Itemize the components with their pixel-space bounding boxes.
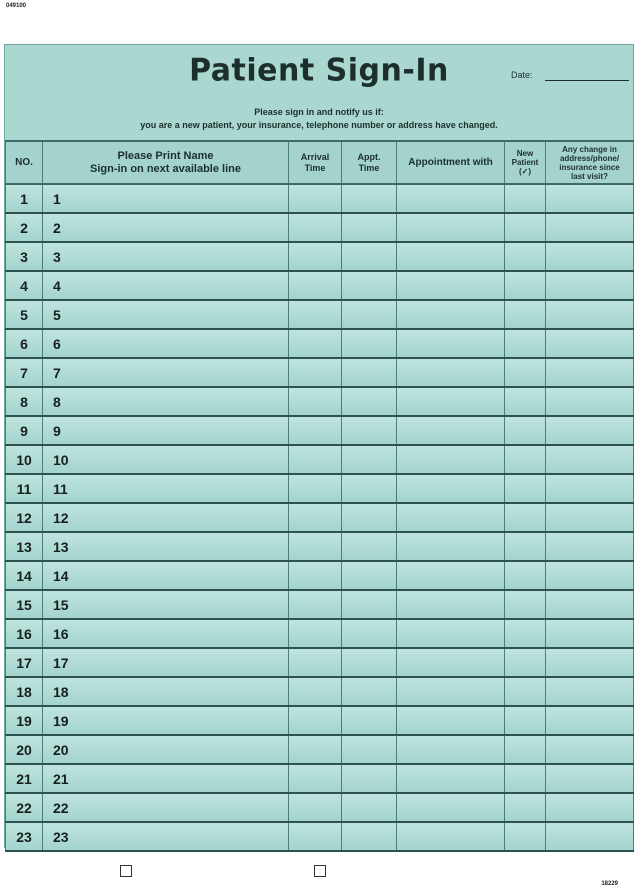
- column-header-arrival-time: [289, 141, 342, 184]
- arrival-time-cell[interactable]: [289, 445, 342, 474]
- appointment-with-cell[interactable]: [397, 416, 505, 445]
- appt-time-cell[interactable]: [342, 329, 397, 358]
- name-cell[interactable]: 2: [43, 213, 289, 242]
- appointment-with-cell[interactable]: [397, 387, 505, 416]
- new-patient-cell[interactable]: [505, 213, 546, 242]
- arrival-time-cell[interactable]: [289, 300, 342, 329]
- name-cell[interactable]: 1: [43, 184, 289, 213]
- new-patient-cell[interactable]: [505, 735, 546, 764]
- arrival-time-cell[interactable]: [289, 503, 342, 532]
- new-patient-cell[interactable]: [505, 590, 546, 619]
- new-patient-cell[interactable]: [505, 387, 546, 416]
- new-patient-cell[interactable]: [505, 329, 546, 358]
- form-code: 049100: [6, 3, 27, 9]
- sign-in-sheet: [4, 44, 634, 848]
- table-row: [6, 619, 634, 648]
- change-cell[interactable]: [546, 735, 634, 764]
- appointment-with-cell[interactable]: [397, 822, 505, 851]
- appt-time-cell[interactable]: [342, 213, 397, 242]
- appointment-with-cell[interactable]: [397, 329, 505, 358]
- row-number: 10: [6, 445, 43, 474]
- row-number: 7: [6, 358, 43, 387]
- appt-time-cell[interactable]: [342, 387, 397, 416]
- row-number: 19: [6, 706, 43, 735]
- row-number: 15: [6, 590, 43, 619]
- header-row: [6, 141, 634, 184]
- new-patient-cell[interactable]: [505, 677, 546, 706]
- appointment-with-cell[interactable]: [397, 271, 505, 300]
- name-cell[interactable]: 10: [43, 445, 289, 474]
- appt-time-cell[interactable]: [342, 300, 397, 329]
- change-cell[interactable]: [546, 271, 634, 300]
- name-cell[interactable]: 8: [43, 387, 289, 416]
- change-header-line-2: address/phone/: [559, 153, 620, 163]
- table-row: [6, 242, 634, 271]
- change-cell[interactable]: [546, 532, 634, 561]
- name-cell[interactable]: 19: [43, 706, 289, 735]
- row-number: 13: [6, 532, 43, 561]
- new-patient-cell[interactable]: [505, 503, 546, 532]
- appt-time-cell[interactable]: [342, 822, 397, 851]
- name-cell[interactable]: 22: [43, 793, 289, 822]
- appt-time-cell[interactable]: [342, 474, 397, 503]
- change-cell[interactable]: [546, 619, 634, 648]
- checkbox-left[interactable]: [120, 865, 132, 877]
- table-row: [6, 474, 634, 503]
- row-number: 14: [6, 561, 43, 590]
- instruction-line-1: Please sign in and notify us if:: [254, 107, 384, 117]
- appt-time-cell[interactable]: [342, 619, 397, 648]
- name-cell[interactable]: 21: [43, 764, 289, 793]
- arrival-time-cell[interactable]: [289, 271, 342, 300]
- appointment-with-cell[interactable]: [397, 764, 505, 793]
- date-label: Date:: [511, 70, 533, 80]
- row-number: 9: [6, 416, 43, 445]
- table-row: [6, 213, 634, 242]
- appointment-with-cell[interactable]: [397, 474, 505, 503]
- name-cell[interactable]: 16: [43, 619, 289, 648]
- row-number: 3: [6, 242, 43, 271]
- arrival-time-cell[interactable]: [289, 329, 342, 358]
- change-cell[interactable]: [546, 445, 634, 474]
- new-patient-cell[interactable]: [505, 706, 546, 735]
- arrival-time-cell[interactable]: [289, 184, 342, 213]
- appointment-with-cell[interactable]: [397, 619, 505, 648]
- name-cell[interactable]: 18: [43, 677, 289, 706]
- date-field[interactable]: [545, 80, 629, 81]
- row-number: 22: [6, 793, 43, 822]
- appt-time-cell[interactable]: [342, 590, 397, 619]
- change-cell[interactable]: [546, 706, 634, 735]
- arrival-time-cell[interactable]: [289, 677, 342, 706]
- row-number: 20: [6, 735, 43, 764]
- checkbox-right[interactable]: [314, 865, 326, 877]
- arrival-time-cell[interactable]: [289, 532, 342, 561]
- change-cell[interactable]: [546, 503, 634, 532]
- table-row: [6, 706, 634, 735]
- table-row: [6, 735, 634, 764]
- change-cell[interactable]: [546, 590, 634, 619]
- column-header-no: NO.: [6, 141, 43, 184]
- table-row: [6, 329, 634, 358]
- new-patient-cell[interactable]: [505, 793, 546, 822]
- appointment-with-cell[interactable]: [397, 358, 505, 387]
- name-header-line-2: Sign-in on next available line: [90, 162, 241, 175]
- row-number: 5: [6, 300, 43, 329]
- row-number: 4: [6, 271, 43, 300]
- change-cell[interactable]: [546, 764, 634, 793]
- change-cell[interactable]: [546, 416, 634, 445]
- new-patient-header-line-1: New: [516, 149, 534, 158]
- table-row: [6, 445, 634, 474]
- arrival-time-cell[interactable]: [289, 648, 342, 677]
- page-title: Patient Sign-In: [189, 52, 449, 89]
- new-patient-cell[interactable]: [505, 619, 546, 648]
- name-cell[interactable]: 13: [43, 532, 289, 561]
- arrival-time-cell[interactable]: [289, 474, 342, 503]
- new-patient-cell[interactable]: [505, 764, 546, 793]
- appointment-with-cell[interactable]: [397, 213, 505, 242]
- name-cell[interactable]: 3: [43, 242, 289, 271]
- change-cell[interactable]: [546, 213, 634, 242]
- change-cell[interactable]: [546, 793, 634, 822]
- change-header-line-4: last visit?: [571, 171, 608, 181]
- table-row: [6, 271, 634, 300]
- change-cell[interactable]: [546, 358, 634, 387]
- appt-time-cell[interactable]: [342, 242, 397, 271]
- appt-time-cell[interactable]: [342, 445, 397, 474]
- arrival-time-cell[interactable]: [289, 735, 342, 764]
- arrival-time-cell[interactable]: [289, 619, 342, 648]
- new-patient-cell[interactable]: [505, 242, 546, 271]
- row-number: 21: [6, 764, 43, 793]
- arrival-time-cell[interactable]: [289, 590, 342, 619]
- appt-time-cell[interactable]: [342, 706, 397, 735]
- appointment-with-cell[interactable]: [397, 242, 505, 271]
- arrival-time-cell[interactable]: [289, 213, 342, 242]
- name-cell[interactable]: 20: [43, 735, 289, 764]
- row-number: 17: [6, 648, 43, 677]
- row-number: 11: [6, 474, 43, 503]
- arrival-time-cell[interactable]: [289, 793, 342, 822]
- appointment-with-cell[interactable]: [397, 184, 505, 213]
- appt-header-line-1: Appt.: [357, 151, 381, 162]
- arrival-time-cell[interactable]: [289, 416, 342, 445]
- arrival-time-cell[interactable]: [289, 764, 342, 793]
- new-patient-cell[interactable]: [505, 648, 546, 677]
- name-cell[interactable]: 4: [43, 271, 289, 300]
- new-patient-header-line-2: Patient: [511, 158, 539, 167]
- new-patient-cell[interactable]: [505, 822, 546, 851]
- appointment-with-cell[interactable]: [397, 445, 505, 474]
- row-number: 1: [6, 184, 43, 213]
- row-number: 6: [6, 329, 43, 358]
- name-cell[interactable]: 6: [43, 329, 289, 358]
- appt-time-cell[interactable]: [342, 561, 397, 590]
- change-cell[interactable]: [546, 474, 634, 503]
- appt-time-cell[interactable]: [342, 735, 397, 764]
- table-row: [6, 822, 634, 851]
- row-number: 16: [6, 619, 43, 648]
- row-number: 2: [6, 213, 43, 242]
- appt-time-cell[interactable]: [342, 532, 397, 561]
- column-header-name: [43, 141, 289, 184]
- name-cell[interactable]: 15: [43, 590, 289, 619]
- sign-in-table: [5, 140, 634, 852]
- table-row: [6, 387, 634, 416]
- change-header-line-1: Any change in: [562, 144, 617, 154]
- arrival-time-cell[interactable]: [289, 387, 342, 416]
- change-cell[interactable]: [546, 822, 634, 851]
- table-row: [6, 648, 634, 677]
- change-cell[interactable]: [546, 184, 634, 213]
- appt-time-cell[interactable]: [342, 677, 397, 706]
- name-cell[interactable]: 14: [43, 561, 289, 590]
- column-header-appt-time: [342, 141, 397, 184]
- row-number: 23: [6, 822, 43, 851]
- appt-time-cell[interactable]: [342, 793, 397, 822]
- change-cell[interactable]: [546, 242, 634, 271]
- name-cell[interactable]: 9: [43, 416, 289, 445]
- new-patient-cell[interactable]: [505, 271, 546, 300]
- new-patient-cell[interactable]: [505, 416, 546, 445]
- change-cell[interactable]: [546, 329, 634, 358]
- change-cell[interactable]: [546, 561, 634, 590]
- table-row: [6, 793, 634, 822]
- appt-time-cell[interactable]: [342, 503, 397, 532]
- table-row: [6, 561, 634, 590]
- table-row: [6, 590, 634, 619]
- column-header-appointment-with: Appointment with: [397, 141, 505, 184]
- table-row: [6, 764, 634, 793]
- arrival-header-line-2: Time: [304, 162, 326, 173]
- arrival-time-cell[interactable]: [289, 706, 342, 735]
- appt-time-cell[interactable]: [342, 648, 397, 677]
- column-header-new-patient: [505, 141, 546, 184]
- appt-time-cell[interactable]: [342, 764, 397, 793]
- appointment-with-cell[interactable]: [397, 793, 505, 822]
- arrival-time-cell[interactable]: [289, 242, 342, 271]
- arrival-header-line-1: Arrival: [300, 151, 330, 162]
- appt-time-cell[interactable]: [342, 184, 397, 213]
- change-header-line-3: insurance since: [559, 162, 620, 172]
- name-cell[interactable]: 12: [43, 503, 289, 532]
- appt-header-line-2: Time: [358, 162, 380, 173]
- footer-code: 18229: [601, 881, 618, 887]
- instruction-line-2: you are a new patient, your insurance, telephone number or address have changed.: [140, 120, 498, 130]
- new-patient-cell[interactable]: [505, 445, 546, 474]
- name-cell[interactable]: 5: [43, 300, 289, 329]
- new-patient-cell[interactable]: [505, 532, 546, 561]
- name-cell[interactable]: 11: [43, 474, 289, 503]
- new-patient-cell[interactable]: [505, 300, 546, 329]
- arrival-time-cell[interactable]: [289, 822, 342, 851]
- new-patient-cell[interactable]: [505, 184, 546, 213]
- table-row: [6, 358, 634, 387]
- row-number: 18: [6, 677, 43, 706]
- appointment-with-cell[interactable]: [397, 706, 505, 735]
- new-patient-cell[interactable]: [505, 561, 546, 590]
- appointment-with-cell[interactable]: [397, 532, 505, 561]
- change-cell[interactable]: [546, 387, 634, 416]
- name-cell[interactable]: 17: [43, 648, 289, 677]
- appt-time-cell[interactable]: [342, 271, 397, 300]
- new-patient-cell[interactable]: [505, 358, 546, 387]
- table-row: [6, 184, 634, 213]
- appointment-with-cell[interactable]: [397, 503, 505, 532]
- appt-time-cell[interactable]: [342, 358, 397, 387]
- table-row: [6, 416, 634, 445]
- appointment-with-cell[interactable]: [397, 648, 505, 677]
- arrival-time-cell[interactable]: [289, 561, 342, 590]
- table-row: [6, 677, 634, 706]
- appointment-with-cell[interactable]: [397, 677, 505, 706]
- change-cell[interactable]: [546, 300, 634, 329]
- change-cell[interactable]: [546, 648, 634, 677]
- appt-time-cell[interactable]: [342, 416, 397, 445]
- name-cell[interactable]: 7: [43, 358, 289, 387]
- table-row: [6, 503, 634, 532]
- name-cell[interactable]: 23: [43, 822, 289, 851]
- column-header-change: [546, 141, 634, 184]
- name-header-line-1: Please Print Name: [117, 149, 214, 162]
- appointment-with-cell[interactable]: [397, 300, 505, 329]
- appointment-with-cell[interactable]: [397, 561, 505, 590]
- checkmark-icon: (✓): [518, 167, 532, 176]
- new-patient-cell[interactable]: [505, 474, 546, 503]
- table-row: [6, 300, 634, 329]
- row-number: 12: [6, 503, 43, 532]
- arrival-time-cell[interactable]: [289, 358, 342, 387]
- appointment-with-cell[interactable]: [397, 590, 505, 619]
- appointment-with-cell[interactable]: [397, 735, 505, 764]
- table-row: [6, 532, 634, 561]
- change-cell[interactable]: [546, 677, 634, 706]
- row-number: 8: [6, 387, 43, 416]
